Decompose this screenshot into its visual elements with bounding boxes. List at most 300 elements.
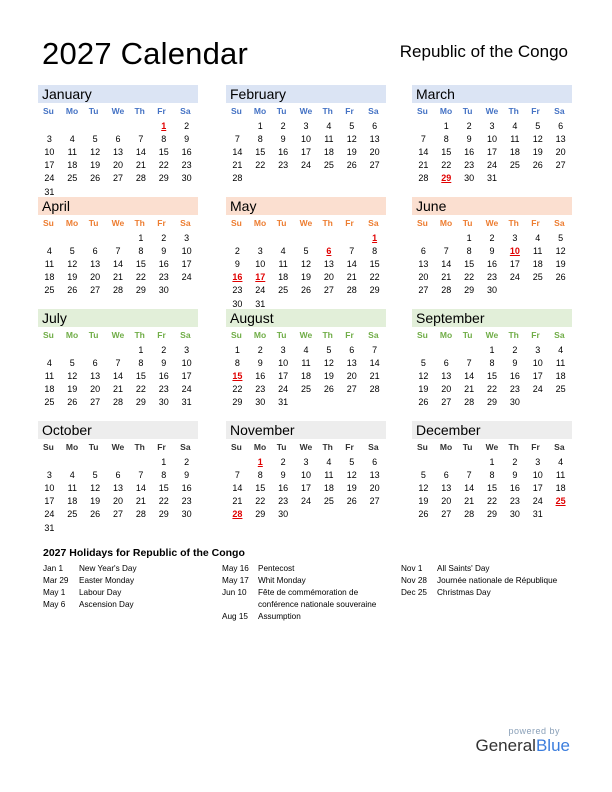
day-cell: 31 <box>278 397 289 408</box>
weekday-label: Mo <box>439 106 453 116</box>
day-cell: 1 <box>443 120 449 131</box>
weekday-label: Mo <box>65 330 79 340</box>
week-row <box>226 244 386 257</box>
day-cell: 30 <box>181 509 192 520</box>
weekday-label: Mo <box>253 106 267 116</box>
day-cell: 18 <box>555 370 566 381</box>
day-cell: 3 <box>257 245 263 256</box>
day-cell: 24 <box>532 384 543 395</box>
day-cell: 22 <box>464 272 475 283</box>
day-cell: 25 <box>44 285 55 296</box>
holiday-item <box>401 587 571 599</box>
weekday-label: Fr <box>157 442 166 452</box>
weekday-label: Th <box>508 442 519 452</box>
day-cell: 6 <box>92 357 98 368</box>
day-cell: 12 <box>90 482 101 493</box>
day-cell: 10 <box>532 357 543 368</box>
day-cell: 11 <box>301 357 311 368</box>
day-cell: 12 <box>301 258 312 269</box>
day-cell: 20 <box>113 496 124 507</box>
day-cell: 16 <box>158 370 169 381</box>
month-name: September <box>412 309 572 327</box>
holiday-date-label: Jun 10 <box>222 588 247 597</box>
day-cell: 25 <box>509 160 520 171</box>
day-cell: 31 <box>255 298 266 309</box>
month-july <box>38 309 198 409</box>
day-cell: 23 <box>181 496 192 507</box>
day-cell: 17 <box>532 482 543 493</box>
day-cell: 17 <box>532 370 543 381</box>
day-cell: 4 <box>326 120 332 131</box>
week-row <box>412 396 572 409</box>
day-cell: 28 <box>113 397 124 408</box>
month-august <box>226 309 386 409</box>
day-cell: 14 <box>418 146 429 157</box>
weekday-label: Su <box>43 218 54 228</box>
day-cell: 18 <box>323 146 334 157</box>
holiday-item <box>401 563 571 575</box>
day-cell: 19 <box>323 370 334 381</box>
holiday-item <box>401 575 571 587</box>
day-cell: 23 <box>278 496 289 507</box>
day-cell: 2 <box>234 245 240 256</box>
day-cell: 7 <box>466 357 472 368</box>
week-row <box>38 271 198 284</box>
weekday-label: Th <box>508 106 519 116</box>
day-cell: 6 <box>92 245 98 256</box>
day-cell: 5 <box>535 120 541 131</box>
day-cell: 12 <box>323 357 334 368</box>
day-cell: 29 <box>487 397 498 408</box>
day-cell: 4 <box>558 456 564 467</box>
day-cell: 11 <box>44 258 55 269</box>
day-cell: 4 <box>303 344 309 355</box>
weekday-label: Sa <box>554 218 565 228</box>
day-cell: 18 <box>323 482 334 493</box>
day-cell: 28 <box>369 384 380 395</box>
week-row <box>226 119 386 132</box>
weekday-label: Tu <box>88 442 99 452</box>
day-cell: 8 <box>257 469 263 480</box>
day-cell: 18 <box>44 384 55 395</box>
day-cell: 27 <box>441 509 452 520</box>
weekday-header <box>226 215 386 231</box>
brand-logo <box>475 726 570 756</box>
day-cell: 8 <box>372 245 378 256</box>
holiday-name: Ascension Day <box>79 600 134 609</box>
weekday-label: Mo <box>253 442 267 452</box>
week-row <box>226 271 386 284</box>
weekday-label: Th <box>134 218 145 228</box>
day-cell: 10 <box>532 469 543 480</box>
day-cell: 20 <box>555 146 566 157</box>
brand-name-general: General <box>475 736 536 755</box>
month-january <box>38 85 198 198</box>
holiday-date: 15 <box>232 370 243 381</box>
weekday-label: Su <box>43 442 54 452</box>
week-row <box>412 383 572 396</box>
day-cell: 3 <box>303 456 309 467</box>
weekday-label: Th <box>508 330 519 340</box>
day-cell: 5 <box>92 133 98 144</box>
month-name: November <box>226 421 386 439</box>
holiday-column <box>222 563 392 623</box>
day-cell: 9 <box>161 357 167 368</box>
day-cell: 7 <box>443 245 449 256</box>
day-cell: 10 <box>44 482 55 493</box>
holiday-name: Pentecost <box>258 564 295 573</box>
week-row <box>226 284 386 297</box>
day-cell: 30 <box>509 509 520 520</box>
weekday-header <box>38 439 198 455</box>
weekday-label: Th <box>508 218 519 228</box>
day-cell: 9 <box>512 357 518 368</box>
day-cell: 21 <box>135 496 146 507</box>
day-cell: 16 <box>255 370 266 381</box>
weekday-label: Mo <box>253 330 267 340</box>
day-cell: 26 <box>67 397 78 408</box>
day-cell: 18 <box>509 146 520 157</box>
day-cell: 10 <box>44 146 55 157</box>
day-cell: 23 <box>255 384 266 395</box>
holiday-item <box>43 599 213 611</box>
week-row <box>38 521 198 534</box>
weekday-label: Su <box>231 330 242 340</box>
weekday-label: Fr <box>345 106 354 116</box>
week-row <box>38 172 198 185</box>
month-name: March <box>412 85 572 103</box>
day-cell: 23 <box>509 496 520 507</box>
holiday-date-label: May 6 <box>43 600 66 609</box>
holiday-date: 17 <box>255 272 266 283</box>
day-cell: 30 <box>181 173 192 184</box>
day-cell: 11 <box>555 469 566 480</box>
weekday-header <box>226 103 386 119</box>
day-cell: 19 <box>418 496 429 507</box>
day-cell: 5 <box>349 120 355 131</box>
day-cell: 9 <box>257 357 263 368</box>
day-cell: 25 <box>67 509 78 520</box>
weekday-label: Mo <box>439 442 453 452</box>
holiday-date-label: May 1 <box>43 588 66 597</box>
day-cell: 24 <box>301 496 312 507</box>
weekday-label: Fr <box>531 218 540 228</box>
weekday-header <box>38 103 198 119</box>
day-cell: 9 <box>512 469 518 480</box>
day-cell: 12 <box>67 258 78 269</box>
day-cell: 21 <box>113 384 124 395</box>
holiday-date: 29 <box>441 173 452 184</box>
week-row <box>226 481 386 494</box>
week-row <box>38 257 198 270</box>
weekday-label: Mo <box>439 218 453 228</box>
holiday-date: 10 <box>509 245 520 256</box>
weekday-label: Su <box>417 106 428 116</box>
day-cell: 1 <box>234 344 240 355</box>
day-cell: 21 <box>369 370 380 381</box>
holiday-column <box>43 563 213 611</box>
day-cell: 21 <box>441 272 452 283</box>
month-name: January <box>38 85 198 103</box>
week-row <box>226 396 386 409</box>
day-cell: 7 <box>138 469 144 480</box>
day-cell: 6 <box>558 120 564 131</box>
holiday-name: New Year's Day <box>79 564 137 573</box>
month-november <box>226 421 386 521</box>
day-cell: 17 <box>301 482 312 493</box>
holiday-date: 28 <box>232 509 243 520</box>
weekday-label: Fr <box>157 330 166 340</box>
day-cell: 27 <box>441 397 452 408</box>
day-cell: 27 <box>113 173 124 184</box>
day-cell: 15 <box>135 258 146 269</box>
day-cell: 9 <box>234 258 240 269</box>
week-row <box>412 244 572 257</box>
day-cell: 8 <box>257 133 263 144</box>
day-cell: 8 <box>161 133 167 144</box>
day-cell: 30 <box>158 285 169 296</box>
day-cell: 10 <box>487 133 498 144</box>
weekday-label: We <box>299 218 313 228</box>
day-cell: 16 <box>278 482 289 493</box>
weekday-header <box>412 103 572 119</box>
weekday-label: Fr <box>345 330 354 340</box>
day-cell: 18 <box>67 496 78 507</box>
week-row <box>226 455 386 468</box>
day-cell: 27 <box>369 160 380 171</box>
day-cell: 24 <box>255 285 266 296</box>
day-cell: 13 <box>90 370 101 381</box>
day-cell: 24 <box>181 384 192 395</box>
day-cell: 18 <box>301 370 312 381</box>
week-row <box>226 383 386 396</box>
day-cell: 26 <box>346 496 357 507</box>
day-cell: 30 <box>509 397 520 408</box>
brand-name <box>475 736 570 756</box>
day-cell: 27 <box>555 160 566 171</box>
holiday-date-label: Aug 15 <box>222 612 248 621</box>
day-cell: 28 <box>441 285 452 296</box>
day-cell: 11 <box>67 482 77 493</box>
day-cell: 4 <box>558 344 564 355</box>
weekday-header <box>412 215 572 231</box>
day-cell: 5 <box>558 232 564 243</box>
day-cell: 10 <box>181 245 192 256</box>
week-row <box>38 468 198 481</box>
day-cell: 23 <box>232 285 243 296</box>
week-row <box>38 244 198 257</box>
day-cell: 2 <box>184 120 190 131</box>
week-row <box>412 508 572 521</box>
day-cell: 3 <box>280 344 286 355</box>
week-row <box>412 455 572 468</box>
day-cell: 14 <box>135 146 146 157</box>
day-cell: 8 <box>466 245 472 256</box>
day-cell: 12 <box>418 370 429 381</box>
day-cell: 28 <box>113 285 124 296</box>
week-row <box>226 172 386 185</box>
day-cell: 9 <box>161 245 167 256</box>
weekday-label: Tu <box>462 106 473 116</box>
day-cell: 28 <box>232 173 243 184</box>
weekday-label: Sa <box>180 442 191 452</box>
day-cell: 8 <box>138 245 144 256</box>
month-name: August <box>226 309 386 327</box>
day-cell: 14 <box>441 258 452 269</box>
holiday-item <box>43 575 213 587</box>
day-cell: 15 <box>487 482 498 493</box>
day-cell: 14 <box>232 482 243 493</box>
weekday-label: Su <box>417 442 428 452</box>
holiday-item <box>222 575 392 587</box>
day-cell: 15 <box>369 258 380 269</box>
holiday-column <box>401 563 571 599</box>
day-cell: 21 <box>232 496 243 507</box>
day-cell: 11 <box>278 258 288 269</box>
day-cell: 17 <box>509 258 520 269</box>
day-cell: 27 <box>323 285 334 296</box>
day-cell: 9 <box>184 469 190 480</box>
weekday-label: Mo <box>65 106 79 116</box>
day-cell: 14 <box>135 482 146 493</box>
weekday-header <box>38 215 198 231</box>
weekday-label: Fr <box>157 218 166 228</box>
week-row <box>412 369 572 382</box>
day-cell: 20 <box>418 272 429 283</box>
day-cell: 26 <box>532 160 543 171</box>
weekday-label: Tu <box>276 218 287 228</box>
day-cell: 10 <box>181 357 192 368</box>
weekday-label: Sa <box>368 106 379 116</box>
day-cell: 17 <box>44 160 55 171</box>
day-cell: 31 <box>487 173 498 184</box>
day-cell: 1 <box>257 120 263 131</box>
day-cell: 19 <box>301 272 312 283</box>
day-cell: 11 <box>555 357 566 368</box>
day-cell: 2 <box>257 344 263 355</box>
weekday-header <box>412 327 572 343</box>
day-cell: 18 <box>44 272 55 283</box>
holiday-date: 6 <box>326 245 332 256</box>
day-cell: 26 <box>323 384 334 395</box>
holiday-date: 1 <box>257 456 263 467</box>
day-cell: 28 <box>418 173 429 184</box>
weekday-label: Sa <box>180 218 191 228</box>
weekday-label: We <box>111 106 125 116</box>
day-cell: 5 <box>420 469 426 480</box>
day-cell: 28 <box>464 509 475 520</box>
day-cell: 22 <box>135 384 146 395</box>
weekday-label: Mo <box>65 442 79 452</box>
weekday-label: We <box>299 106 313 116</box>
day-cell: 23 <box>158 272 169 283</box>
holiday-date: 1 <box>161 120 167 131</box>
day-cell: 3 <box>489 120 495 131</box>
day-cell: 23 <box>509 384 520 395</box>
day-cell: 30 <box>232 298 243 309</box>
day-cell: 30 <box>487 285 498 296</box>
weekday-label: We <box>111 442 125 452</box>
day-cell: 10 <box>301 133 312 144</box>
week-row <box>38 356 198 369</box>
day-cell: 16 <box>181 482 192 493</box>
weekday-label: Mo <box>253 218 267 228</box>
day-cell: 6 <box>372 456 378 467</box>
day-cell: 11 <box>324 469 334 480</box>
holiday-name: Assumption <box>258 612 301 621</box>
day-cell: 20 <box>441 496 452 507</box>
weekday-label: Th <box>322 442 333 452</box>
week-row <box>38 284 198 297</box>
month-name: February <box>226 85 386 103</box>
day-cell: 12 <box>346 133 357 144</box>
day-cell: 6 <box>372 120 378 131</box>
week-row <box>38 119 198 132</box>
month-september <box>412 309 572 409</box>
week-row <box>412 231 572 244</box>
day-cell: 2 <box>184 456 190 467</box>
month-march <box>412 85 572 185</box>
day-cell: 8 <box>138 357 144 368</box>
day-cell: 25 <box>67 173 78 184</box>
day-cell: 26 <box>67 285 78 296</box>
week-row <box>226 231 386 244</box>
day-cell: 25 <box>532 272 543 283</box>
day-cell: 29 <box>158 173 169 184</box>
day-cell: 13 <box>323 258 334 269</box>
day-cell: 7 <box>115 245 121 256</box>
holiday-name: Journée nationale de République <box>437 576 558 585</box>
week-row <box>38 481 198 494</box>
weekday-label: Sa <box>554 442 565 452</box>
weekday-header <box>412 439 572 455</box>
weekday-label: Fr <box>531 330 540 340</box>
weekday-label: Tu <box>276 330 287 340</box>
day-cell: 25 <box>323 160 334 171</box>
day-cell: 29 <box>232 397 243 408</box>
day-cell: 16 <box>158 258 169 269</box>
day-cell: 18 <box>532 258 543 269</box>
day-cell: 6 <box>349 344 355 355</box>
day-cell: 20 <box>441 384 452 395</box>
day-cell: 30 <box>464 173 475 184</box>
day-cell: 22 <box>255 496 266 507</box>
day-cell: 18 <box>67 160 78 171</box>
weekday-label: Th <box>134 330 145 340</box>
day-cell: 24 <box>278 384 289 395</box>
weekday-label: We <box>299 330 313 340</box>
week-row <box>226 257 386 270</box>
day-cell: 3 <box>303 120 309 131</box>
day-cell: 1 <box>466 232 472 243</box>
weekday-label: Tu <box>276 442 287 452</box>
day-cell: 14 <box>464 370 475 381</box>
day-cell: 7 <box>138 133 144 144</box>
month-june <box>412 197 572 297</box>
holidays-title: 2027 Holidays for Republic of the Congo <box>43 547 245 559</box>
day-cell: 22 <box>158 496 169 507</box>
holiday-date-label: Dec 25 <box>401 588 427 597</box>
day-cell: 1 <box>138 232 144 243</box>
holiday-item <box>43 587 213 599</box>
day-cell: 14 <box>113 370 124 381</box>
day-cell: 1 <box>489 456 495 467</box>
weekday-label: Sa <box>180 330 191 340</box>
month-december <box>412 421 572 521</box>
day-cell: 13 <box>418 258 429 269</box>
weekday-label: We <box>485 218 499 228</box>
day-cell: 21 <box>232 160 243 171</box>
